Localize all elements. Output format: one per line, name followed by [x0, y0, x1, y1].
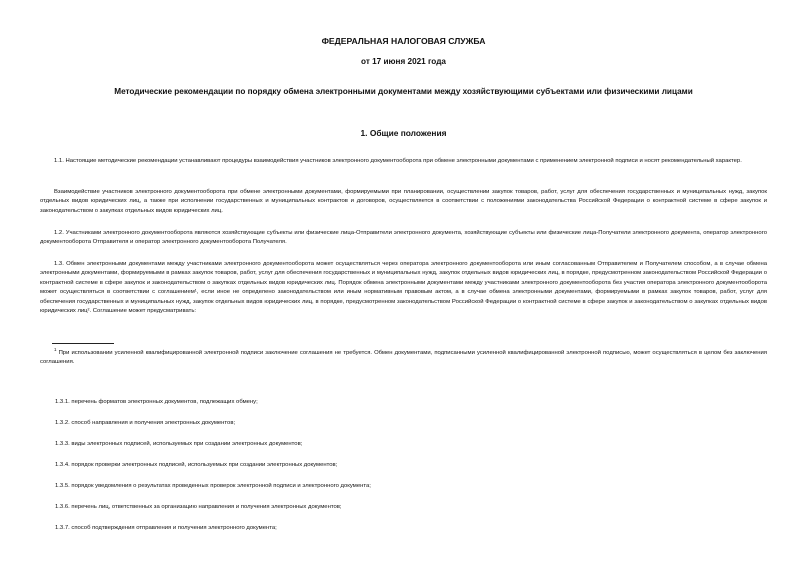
paragraph-1-1: 1.1. Настоящие методические рекомендации устанавливают процедуры взаимодействия участников электронного документооборота при обмене электронными документами с применением электронной подписи и носят рекомендательный характер. [54, 158, 742, 164]
list-item: 1.3.5. порядок уведомления о результатах проведенных проверок электронной подписи и электронного документа; [55, 483, 371, 489]
list-item: 1.3.6. перечень лиц, ответственных за организацию направления и получения электронных документов; [55, 504, 342, 510]
agency-heading: ФЕДЕРАЛЬНАЯ НАЛОГОВАЯ СЛУЖБА [321, 36, 486, 46]
list-item: 1.3.7. способ подтверждения отправления и получения электронного документа; [55, 525, 277, 531]
footnote-divider [52, 343, 114, 344]
document-title: Методические рекомендации по порядку обмена электронными документами между хозяйствующими субъектами или физическими лицами [114, 87, 693, 96]
paragraph-interaction: Взаимодействие участников электронного документооборота при обмене электронными документами, формируемыми при планировании, осуществлении закупок товаров, работ, услуг для обеспечения государственных и муниципальных нужд, закупок отдельных видов юридических лиц, а также при исполнении государственных и муниципальных контрактов и договоров, осуществляется в соответствии с положениями законодательства Российской Федерации о контрактной системе в сфере закупок и законодательством о закупках отдельных видов юридических лиц. [40, 189, 767, 214]
footnote [40, 345, 767, 368]
list-item: 1.3.4. порядок проверки электронных подписей, используемых при создании электронных документов; [55, 462, 338, 468]
document-date: от 17 июня 2021 года [361, 57, 446, 66]
list-item: 1.3.3. виды электронных подписей, используемых при создании электронных документов; [55, 441, 303, 447]
footnote-mark: 1 [54, 347, 57, 352]
section-heading: 1. Общие положения [360, 128, 447, 138]
list-item: 1.3.2. способ направления и получения электронных документов; [55, 420, 236, 426]
paragraph-1-3: 1.3. Обмен электронными документами между участниками электронного документооборота может осуществляться через оператора электронного документооборота или иным согласованным Отправителем и Получателем способом, а в случае обмена электронными документами, формируемыми в рамках закупок товаров, работ, услуг для обеспечения государственных и муниципальных нужд, закупок отдельных видов юридических лиц, в порядке, предусмотренном законодательством Российской Федерации о контрактной системе в сфере закупок и законодательством о закупках отдельных видов юридических лиц. Порядок обмена электронными документами между участниками электронного документооборота без участия оператора электронного документооборота может осуществляться в соответствии с соглашением¹, если иное не определено законодательством или иным нормативным правовым актом, а в случае обмена электронными документами, формируемыми в рамках закупок товаров, работ, услуг для обеспечения государственных и муниципальных нужд, закупок отдельных видов юридических лиц, в порядке, предусмотренном законодательством Российской Федерации о контрактной системе в сфере закупок и законодательством о закупках отдельных видов юридических лиц². Соглашение может предусматривать: [40, 261, 767, 315]
list-item: 1.3.1. перечень форматов электронных документов, подлежащих обмену; [55, 399, 258, 405]
paragraph-1-2: 1.2. Участниками электронного документооборота являются хозяйствующие субъекты или физические лица-Отправители электронного документа, хозяйствующие субъекты или физические лица-Получатели электронного документа, оператор электронного документооборота Отправителя и оператор электронного документооборота Получателя. [40, 230, 767, 246]
footnote-text: При использовании усиленной квалифицированной электронной подписи заключение соглашения не требуется. Обмен документами, подписанными усиленной квалифицированной электронной подписью, может осуществляться в целом без заключения соглашения. [40, 349, 767, 366]
